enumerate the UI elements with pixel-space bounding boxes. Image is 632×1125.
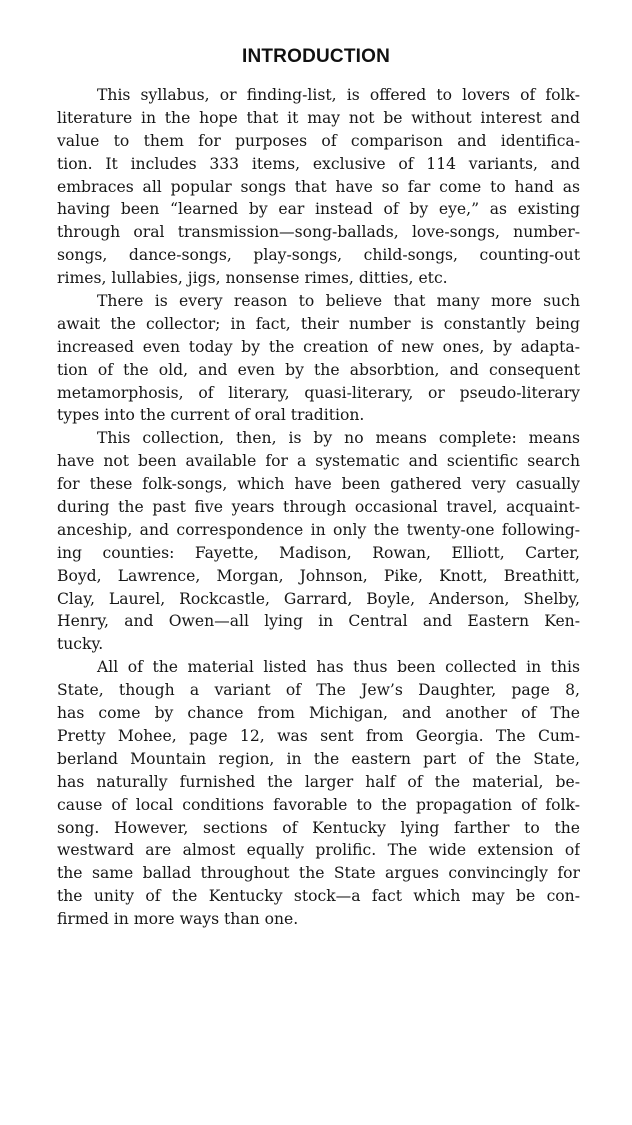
- text-line: has come by chance from Michigan, and another of The: [57, 704, 580, 723]
- body-text: [57, 84, 580, 931]
- text-line: through oral transmission—song-ballads, love-songs, number-: [57, 223, 580, 242]
- text-line: during the past five years through occasional travel, acquaint-: [57, 498, 580, 517]
- text-line: value to them for purposes of comparison and identifica-: [57, 131, 580, 150]
- text-line: has naturally furnished the larger half of the material, be-: [57, 772, 580, 791]
- text-line: cause of local conditions favorable to the propagation of folk-: [57, 795, 580, 814]
- text-line: westward are almost equally prolific. The wide extension of: [57, 841, 580, 860]
- text-line: There is every reason to believe that many more such: [97, 292, 580, 311]
- text-line: Pretty Mohee, page 12, was sent from Georgia. The Cum-: [57, 726, 580, 745]
- text-line: await the collector; in fact, their number is constantly being: [57, 314, 580, 333]
- text-line: types into the current of oral tradition.: [57, 406, 365, 425]
- text-line: literature in the hope that it may not be without interest and: [57, 108, 580, 127]
- text-line: Henry, and Owen—all lying in Central and Eastern Ken-: [57, 612, 580, 631]
- text-line: song. However, sections of Kentucky lying farther to the: [57, 818, 580, 837]
- text-line: tion. It includes 333 items, exclusive of 114 variants, and: [57, 154, 580, 173]
- text-line: This collection, then, is by no means complete: means: [97, 429, 580, 448]
- text-line: for these folk-songs, which have been gathered very casually: [57, 475, 580, 494]
- text-line: berland Mountain region, in the eastern part of the State,: [57, 749, 580, 768]
- text-line: State, though a variant of The Jew’s Daughter, page 8,: [57, 681, 580, 700]
- text-line: having been “learned by ear instead of by eye,” as existing: [57, 200, 580, 219]
- text-line: Clay, Laurel, Rockcastle, Garrard, Boyle, Anderson, Shelby,: [57, 589, 580, 608]
- text-line: songs, dance-songs, play-songs, child-songs, counting-out: [57, 246, 580, 265]
- text-line: tucky.: [57, 635, 104, 654]
- text-line: Boyd, Lawrence, Morgan, Johnson, Pike, Knott, Breathitt,: [57, 566, 580, 585]
- text-line: tion of the old, and even by the absorbtion, and consequent: [57, 360, 580, 379]
- text-line: All of the material listed has thus been collected in this: [97, 658, 580, 677]
- text-line: metamorphosis, of literary, quasi-literary, or pseudo-literary: [57, 383, 580, 402]
- page-title: INTRODUCTION: [241, 46, 391, 67]
- text-line: increased even today by the creation of new ones, by adapta-: [57, 337, 580, 356]
- text-line: firmed in more ways than one.: [57, 910, 299, 929]
- text-line: the same ballad throughout the State argues convincingly for: [57, 864, 580, 883]
- text-line: embraces all popular songs that have so far come to hand as: [57, 177, 580, 196]
- text-line: the unity of the Kentucky stock—a fact which may be con-: [57, 887, 580, 906]
- text-line: This syllabus, or finding-list, is offered to lovers of folk-: [97, 86, 580, 104]
- text-line: ing counties: Fayette, Madison, Rowan, Elliott, Carter,: [57, 543, 580, 562]
- text-line: rimes, lullabies, jigs, nonsense rimes, ditties, etc.: [57, 269, 448, 288]
- text-line: have not been available for a systematic and scientific search: [57, 452, 580, 471]
- text-line: anceship, and correspondence in only the twenty-one following-: [57, 520, 580, 539]
